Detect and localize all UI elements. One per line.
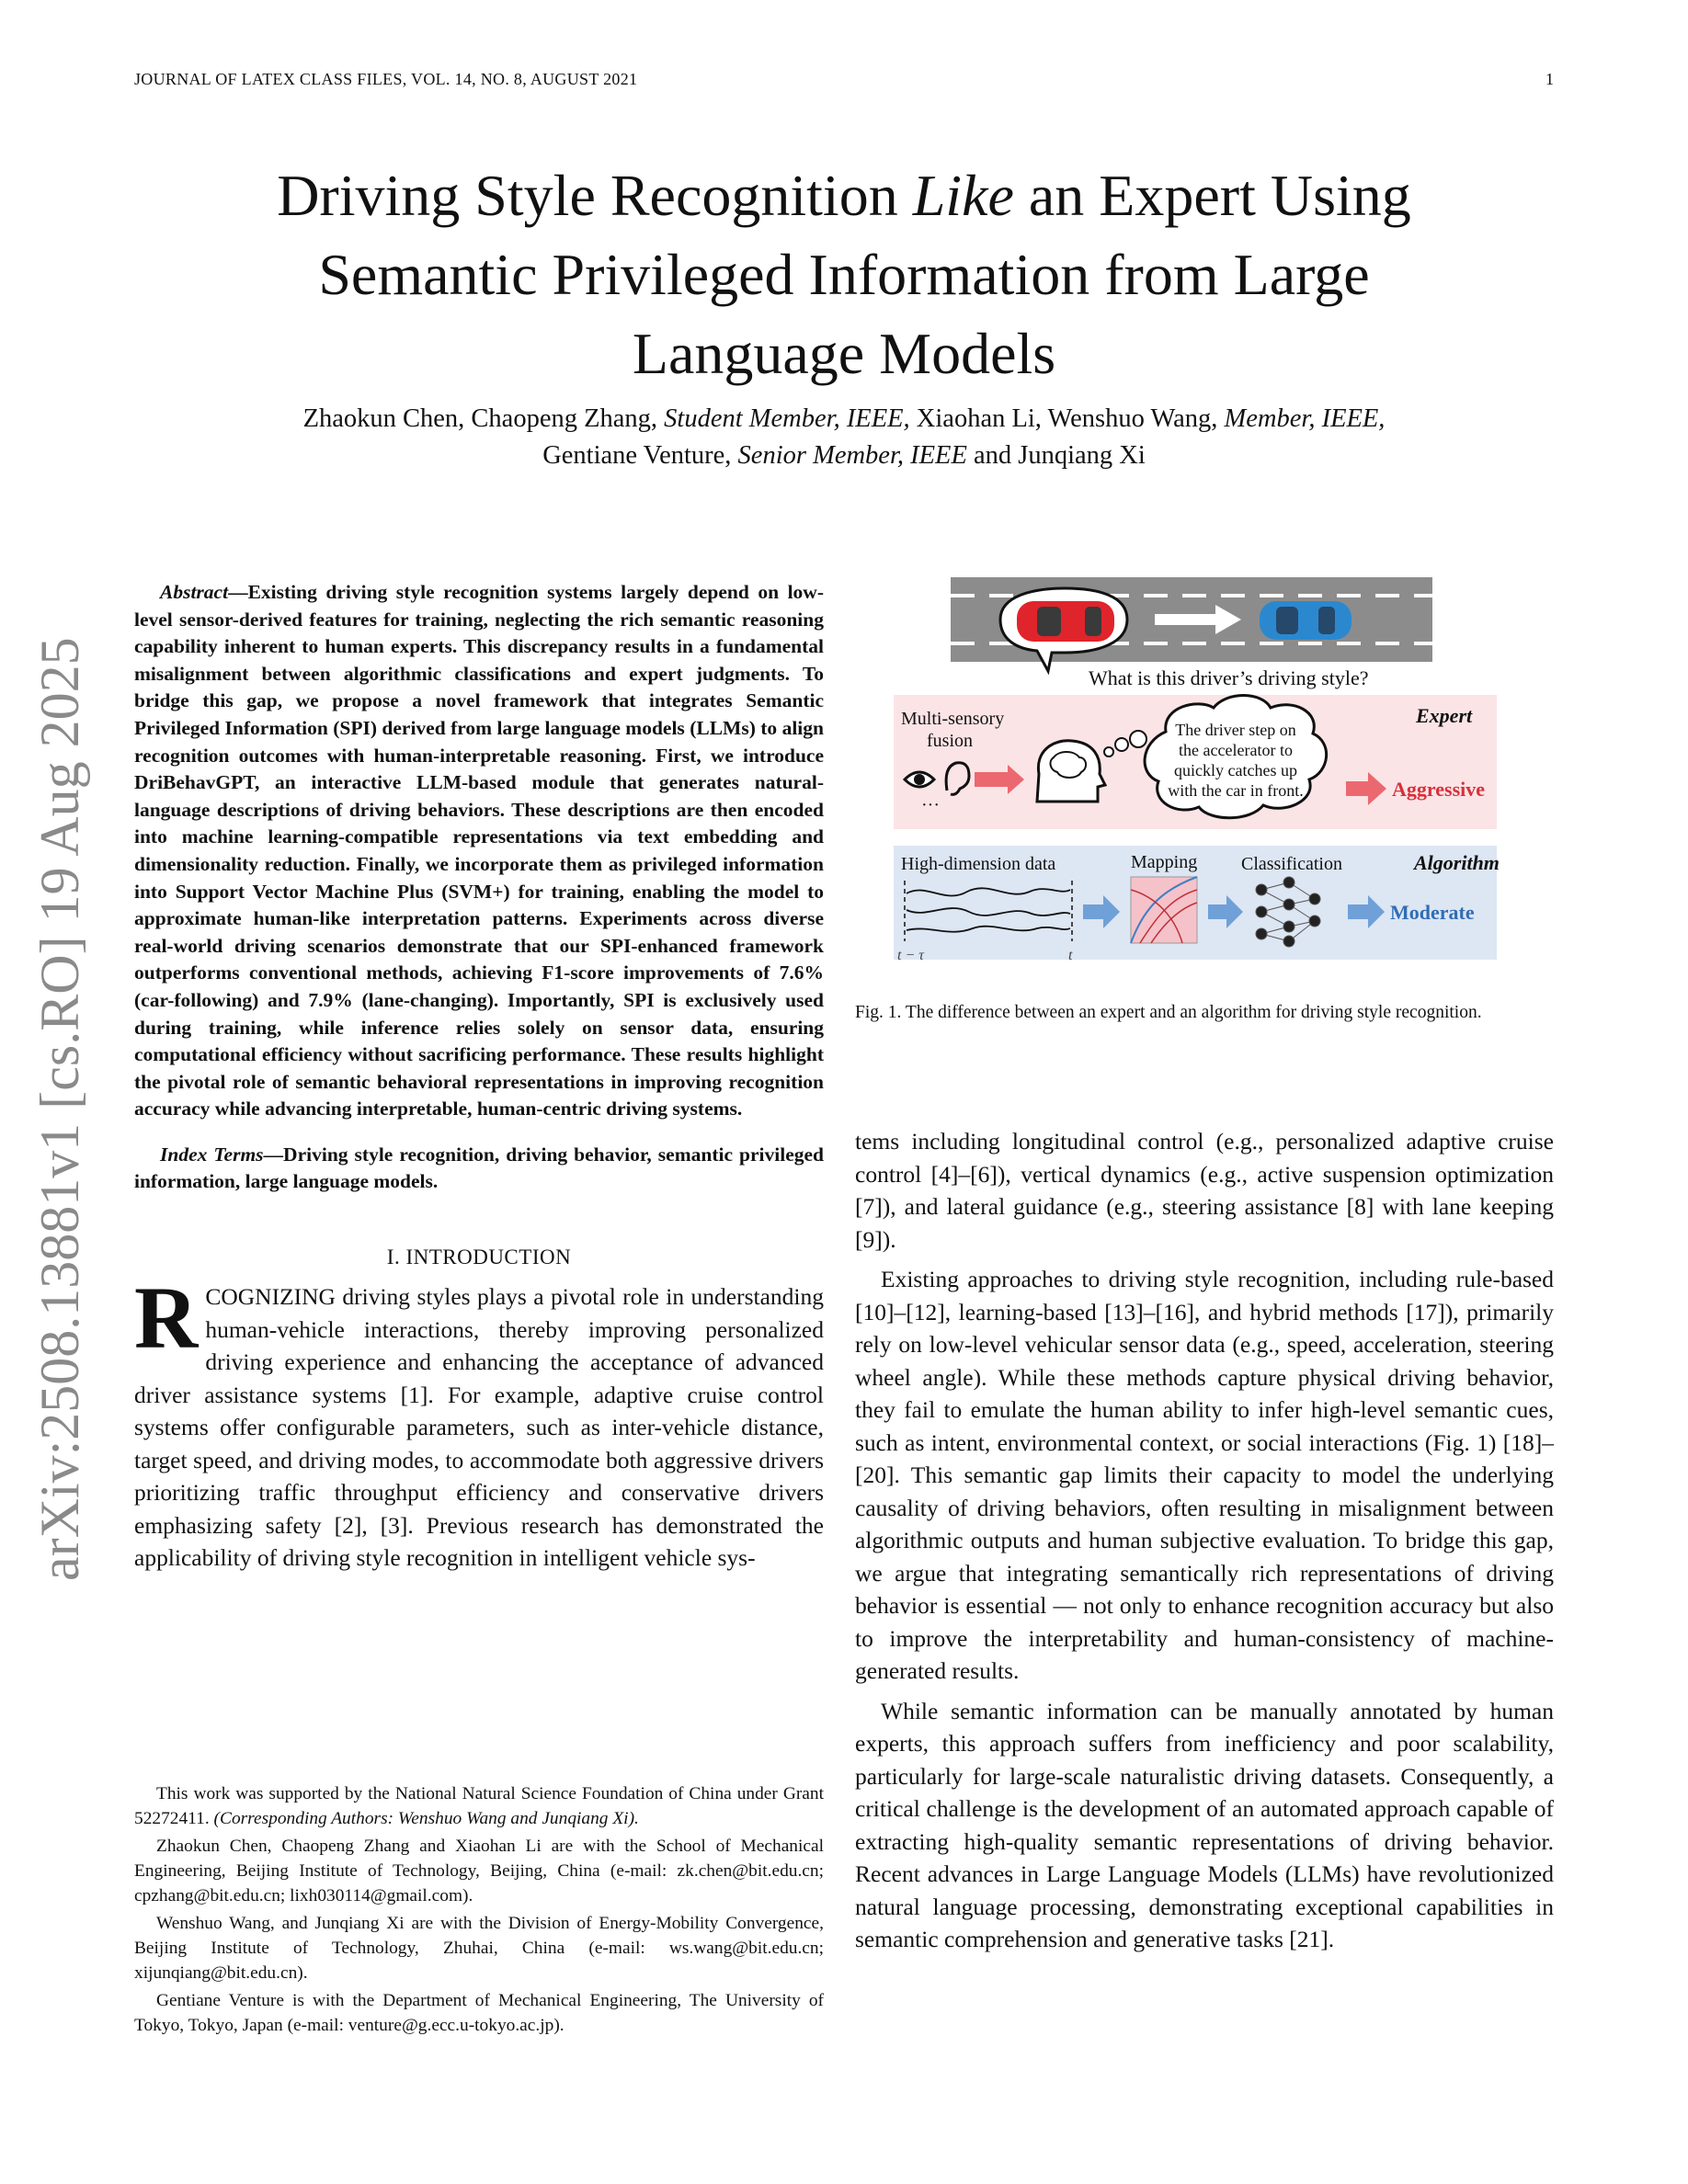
abstract-lead: Abstract xyxy=(160,581,229,603)
drop-cap: R xyxy=(134,1268,199,1368)
title-line: Semantic Privileged Information from Large xyxy=(318,242,1370,307)
footnote-corresponding: (Corresponding Authors: Wenshuo Wang and Junqiang Xi). xyxy=(213,1809,639,1828)
eye-icon xyxy=(905,772,934,787)
abstract xyxy=(134,579,824,1123)
author-names: Gentiane Venture, xyxy=(542,441,738,470)
figure-1 xyxy=(890,577,1524,973)
thought-line: quickly catches up xyxy=(1174,761,1297,779)
abstract-text: —Existing driving style recognition systems largely depend on low-level sensor-derived features for training, neglecting the rich semantic reasoning capability inherent to human experts. This discrepancy results in a fundamental misalignment between algorithmic classifications and expert judgments. To bridge this gap, we propose a novel framework that integrates Semantic Privileged Information (SPI) derived from large language models (LLMs) to align recognition outcomes with human-interpretable reasoning. First, we introduce DriBehavGPT, an interactive LLM-based module that generates natural-language descriptions of driving behaviors. These descriptions are then encoded into machine learning-compatible representations via text embedding and dimensionality reduction. Finally, we incorporate them as privileged information into Support Vector Machine Plus (SVM+) for training, enabling the model to approximate human-like interpretation patterns. Experiments across diverse real-world driving scenarios demonstrate that our SPI-enhanced framework outperforms conventional methods, achieving F1-score improvements of 7.6% (car-following) and 7.9% (lane-changing). Importantly, SPI is exclusively used during training, while inference relies solely on sensor data, ensuring computational efficiency without sacrificing performance. These results highlight the pivotal role of semantic behavioral representations in improving recognition accuracy while advancing interpretable, human-centric driving systems. xyxy=(134,581,824,1120)
author-names: Xiaohan Li, Wenshuo Wang, xyxy=(909,404,1225,433)
title-line: Language Models xyxy=(632,321,1056,386)
multisensory-label: Multi-sensory xyxy=(901,709,1005,729)
index-terms-text: —Driving style recognition, driving behavior, semantic privileged information, large language models. xyxy=(134,1143,824,1193)
index-terms-lead: Index Terms xyxy=(160,1143,264,1166)
running-header: JOURNAL OF LATEX CLASS FILES, VOL. 14, NO. 8, AUGUST 2021 xyxy=(134,70,638,88)
right-column xyxy=(855,1125,1554,1956)
classification-label: Classification xyxy=(1241,854,1342,874)
figure-question: What is this driver’s driving style? xyxy=(1089,666,1369,689)
mapping-surface-icon xyxy=(1131,877,1197,943)
title-emphasis: Like xyxy=(912,163,1014,228)
time-end: t xyxy=(1068,948,1073,963)
footnote-affiliation: Gentiane Venture is with the Department of Mechanical Engineering, The University of Tokyo, Tokyo, Japan (e-mail: venture@g.ecc.u-tokyo.ac.jp). xyxy=(134,1991,824,2035)
author-role: Student Member, IEEE, xyxy=(664,404,910,433)
red-car-icon xyxy=(1017,601,1114,642)
left-column xyxy=(134,579,824,1575)
section-heading: I. INTRODUCTION xyxy=(386,1246,572,1269)
paper-title xyxy=(134,156,1554,393)
blue-car-icon xyxy=(1260,601,1352,640)
highdim-label: High-dimension data xyxy=(901,854,1056,874)
author-list xyxy=(134,401,1554,474)
intro-paragraph-continued: tems including longitudinal control (e.g., personalized adaptive cruise control [4]–[6]), vertical dynamics (e.g., active suspension optimization [7]), and lateral guidance (e.g., steering assistance [8] with lane keeping [9]). xyxy=(855,1128,1554,1253)
time-start: t − τ xyxy=(897,948,924,963)
author-role: Member, IEEE, xyxy=(1224,404,1386,433)
index-terms xyxy=(134,1142,824,1196)
thought-dot xyxy=(1115,738,1128,751)
footnote-funding xyxy=(134,1781,824,1831)
page-number: 1 xyxy=(1545,70,1554,88)
algorithm-label: Algorithm xyxy=(1414,851,1500,874)
footnote-affiliation: Wenshuo Wang, and Junqiang Xi are with the Division of Energy-Mobility Convergence, Beijing Institute of Technology, Zhuhai, China (e-mail: ws.wang@bit.edu.cn; xijunqiang@bit.edu.cn). xyxy=(134,1914,824,1983)
footnotes xyxy=(134,1781,824,2041)
fusion-label: fusion xyxy=(927,731,973,751)
thought-dot xyxy=(1130,731,1146,747)
thought-line: The driver step on xyxy=(1175,721,1296,739)
intro-paragraph xyxy=(134,1268,824,1575)
author-names: Zhaokun Chen, Chaopeng Zhang, xyxy=(302,404,665,433)
sense-ellipsis: ··· xyxy=(921,795,940,815)
arxiv-stamp: arXiv:2508.13881v1 [cs.RO] 19 Aug 2025 xyxy=(29,637,90,1581)
footnote-text: This work was supported by the National Natural Science Foundation of China under Grant 52272411. xyxy=(134,1784,824,1828)
expert-label: Expert xyxy=(1416,704,1473,727)
thought-line: the accelerator to xyxy=(1179,741,1293,759)
intro-paragraph: While semantic information can be manually annotated by human experts, this approach suffers from inefficiency and poor scalability, particularly for large-scale naturalistic driving datasets. Consequently, a critical challenge is the development of an automated approach capable of extracting high-quality semantic representations of driving behavior. Recent advances in Large Language Models (LLMs) have revolutionized natural language processing, demonstrating exceptional capabilities in semantic comprehension and generative tasks [21]. xyxy=(855,1697,1554,1952)
intro-text: COGNIZING driving styles plays a pivotal role in understanding human-vehicle interactions, thereby improving personalized driving experience and enhancing the acceptance of advanced driver assistance systems [1]. For example, adaptive cruise control systems offer configurable parameters, such as inter-vehicle distance, target speed, and driving modes, to accommodate both aggressive drivers prioritizing traffic throughput efficiency and conservative drivers emphasizing safety [2], [3]. Previous research has demonstrated the applicability of driving style recognition in intelligent vehicle sys- xyxy=(134,1283,824,1572)
algorithm-result: Moderate xyxy=(1390,901,1475,924)
author-names: and Junqiang Xi xyxy=(966,441,1146,470)
thought-line: with the car in front. xyxy=(1168,781,1304,800)
thought-dot xyxy=(1104,747,1113,756)
author-role: Senior Member, IEEE xyxy=(737,441,967,470)
figure-caption: Fig. 1. The difference between an expert and an algorithm for driving style recognition. xyxy=(855,1003,1482,1022)
expert-result: Aggressive xyxy=(1392,778,1486,801)
footnote-affiliation: Zhaokun Chen, Chaopeng Zhang and Xiaohan Li are with the School of Mechanical Engineering, Beijing Institute of Technology, Beijing, China (e-mail: zk.chen@bit.edu.cn; cpzhang@bit.edu.cn; lixh030114@gmail.com). xyxy=(134,1837,824,1905)
intro-paragraph: Existing approaches to driving style recognition, including rule-based [10]–[12], learning-based [13]–[16], and hybrid methods [17]), primarily rely on low-level vehicular sensor data (e.g., speed, acceleration, steering wheel angle). While these methods capture physical driving behavior, they fail to emulate the human ability to infer high-level semantic cues, such as intent, environmental context, or social interactions (Fig. 1) [18]–[20]. This semantic gap limits their capacity to model the underlying causality of driving behaviors, often resulting in misalignment between algorithmic outputs and human subjective evaluation. To bridge this gap, we argue that integrating semantically rich representations of driving behavior is essential — not only to enhance recognition accuracy but also to improve the interpretability and human-consistency of machine-generated results. xyxy=(855,1266,1554,1684)
figure-1-graphic xyxy=(890,577,1524,973)
mapping-label: Mapping xyxy=(1131,852,1198,872)
title-part: an Expert Using xyxy=(1013,163,1411,228)
title-part: Driving Style Recognition xyxy=(277,163,913,228)
